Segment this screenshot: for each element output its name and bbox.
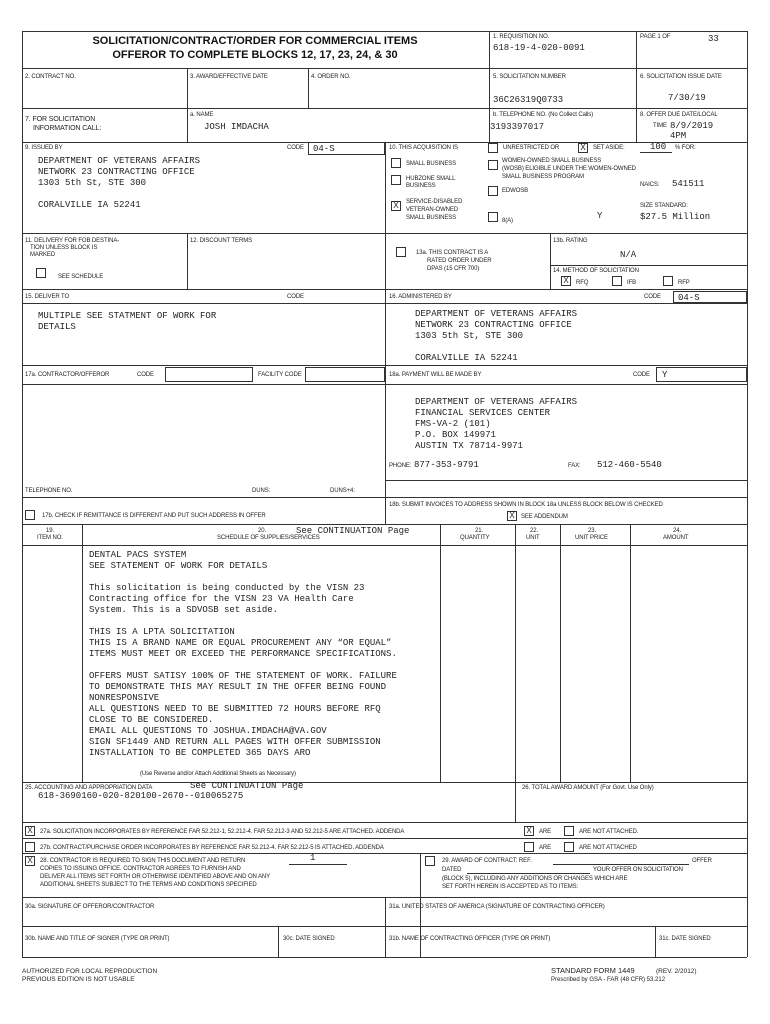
form-title-line1: SOLICITATION/CONTRACT/ORDER FOR COMMERCIAL ITEMS xyxy=(92,35,418,47)
payment-line: FINANCIAL SERVICES CENTER xyxy=(415,408,551,418)
offeror-signature-label: 30a. SIGNATURE OF OFFEROR/CONTRACTOR xyxy=(25,904,155,910)
col-amount-label: AMOUNT xyxy=(663,535,689,541)
naics-label: NAICS: xyxy=(640,182,660,188)
duns4-label: DUNS+4: xyxy=(330,488,355,494)
addenda-are-not-checkbox[interactable] xyxy=(564,826,574,836)
set-aside-percent[interactable]: 100 xyxy=(650,142,667,152)
schedule-line: TO DEMONSTRATE THIS MAY RESULT IN THE OFFER BEING FOUND xyxy=(89,682,387,692)
dated-label: DATED xyxy=(442,867,462,873)
discount-terms-label: 12. DISCOUNT TERMS xyxy=(190,238,252,244)
footer-revision: (REV. 2/2012) xyxy=(656,968,697,975)
see-schedule-label: SEE SCHEDULE xyxy=(58,274,104,280)
rule xyxy=(289,864,347,865)
payment-label: 18a. PAYMENT WILL BE MADE BY xyxy=(389,372,482,378)
footer-authorized: AUTHORIZED FOR LOCAL REPRODUCTION xyxy=(22,968,158,975)
schedule-line: DENTAL PACS SYSTEM xyxy=(89,550,187,560)
offeror-date-signed-label: 30c. DATE SIGNED xyxy=(283,936,335,942)
administered-by-code-box[interactable] xyxy=(673,291,747,303)
clause-27b-checkbox[interactable] xyxy=(25,842,35,852)
rule xyxy=(515,782,516,822)
accounting-continuation: See CONTINUATION Page xyxy=(190,781,304,791)
wosb-label: WOMEN-OWNED SMALL BUSINESS xyxy=(502,158,602,164)
facility-code-box[interactable] xyxy=(305,367,385,382)
duns-label: DUNS: xyxy=(252,488,271,494)
schedule-line: THIS IS A BRAND NAME OR EQUAL PROCUREMENT ANY “OR EQUAL” xyxy=(89,638,392,648)
rule xyxy=(636,31,637,108)
eight-a-checkbox[interactable] xyxy=(488,212,498,222)
schedule-description xyxy=(89,550,397,759)
info-call-label-1: 7. FOR SOLICITATION xyxy=(25,116,96,123)
schedule-line: NONRESPONSIVE xyxy=(89,693,160,703)
clause-27a-label: 27a. SOLICITATION INCORPORATES BY REFERENCE FAR 52.212-1, 52.212-4. FAR 52.212-3 AND 52.212-5 ARE ATTACHED. ADDENDA xyxy=(40,829,405,835)
schedule-line: THIS IS A LPTA SOLICITATION xyxy=(89,627,235,637)
administered-by-line: NETWORK 23 CONTRACTING OFFICE xyxy=(415,320,572,330)
issued-by-code-box[interactable] xyxy=(308,142,385,155)
footer-prescribed: Prescribed by GSA - FAR (48 CFR) 53.212 xyxy=(551,977,666,983)
rule xyxy=(747,31,748,957)
edwosb-label: EDWOSB xyxy=(502,188,529,194)
see-addendum-label: SEE ADDENDUM xyxy=(521,514,568,520)
payment-address xyxy=(415,397,577,452)
edwosb-checkbox[interactable] xyxy=(488,186,498,196)
solicitation-date-label: 6. SOLICITATION ISSUE DATE xyxy=(640,74,722,80)
deliver-to-label: 15. DELIVER TO xyxy=(25,294,70,300)
rule xyxy=(515,524,516,782)
solicitation-date-value[interactable]: 7/30/19 xyxy=(668,93,706,103)
rule xyxy=(440,524,441,782)
requisition-label: 1. REQUISITION NO. xyxy=(493,34,550,40)
method-label: 14. METHOD OF SOLICITATION xyxy=(553,268,639,274)
solicitation-number-label: 5. SOLICITATION NUMBER xyxy=(493,74,566,80)
footer-previous-edition: PREVIOUS EDITION IS NOT USABLE xyxy=(22,976,135,983)
administered-by-label: 16. ADMINISTERED BY xyxy=(389,294,452,300)
size-standard-label: SIZE STANDARD: xyxy=(640,203,688,209)
acquisition-label: 10. THIS ACQUISITION IS xyxy=(389,145,458,151)
issued-by-address xyxy=(38,156,200,211)
sign-required-label: ADDITIONAL SHEETS SUBJECT TO THE TERMS AND CONDITIONS SPECIFIED xyxy=(40,882,257,888)
ifb-label: IFB xyxy=(627,280,637,286)
rule xyxy=(22,782,747,783)
schedule-line: OFFERS MUST SATISY 100% OF THE STATEMENT OF WORK. FAILURE xyxy=(89,671,397,681)
payment-code-label: CODE xyxy=(633,372,650,378)
rule xyxy=(385,365,386,524)
schedule-line: This solicitation is being conducted by the VISN 23 xyxy=(89,583,365,593)
schedule-line: Contracting office for the VISN 23 VA Health Care xyxy=(89,594,354,604)
contracting-officer-name-label: 31b. NAME OF CONTRACTING OFFICER (TYPE OR PRINT) xyxy=(389,936,551,942)
telephone-no-label: TELEPHONE NO. xyxy=(25,488,73,494)
offer-due-label: 8. OFFER DUE DATE/LOCAL xyxy=(640,112,718,118)
rule xyxy=(308,68,309,108)
schedule-line: System. This is a SDVOSB set aside. xyxy=(89,605,279,615)
col-unit-price-label: UNIT PRICE xyxy=(575,535,608,541)
issued-by-code-label: CODE xyxy=(287,145,304,151)
payment-fax-label: FAX: xyxy=(568,463,581,469)
administered-by-code-value: 04-S xyxy=(678,293,700,303)
small-business-label: SMALL BUSINESS xyxy=(406,161,457,167)
rule xyxy=(553,864,689,865)
telephone-label: b. TELEPHONE NO. (No Collect Calls) xyxy=(493,112,594,118)
payment-fax-value[interactable]: 512-460-5540 xyxy=(597,460,662,470)
addenda-b-are-checkbox[interactable] xyxy=(524,842,534,852)
rated-order-label: RATED ORDER UNDER xyxy=(427,258,492,264)
rule xyxy=(467,873,590,874)
unrestricted-checkbox[interactable] xyxy=(488,143,498,153)
rfp-checkbox[interactable] xyxy=(663,276,673,286)
payment-phone-label: PHONE: xyxy=(389,463,412,469)
submit-invoices-label: 18b. SUBMIT INVOICES TO ADDRESS SHOWN IN BLOCK 18a UNLESS BLOCK BELOW IS CHECKED xyxy=(389,502,663,508)
footer-form-name: STANDARD FORM 1449 xyxy=(551,966,635,975)
order-no-label: 4. ORDER NO. xyxy=(311,74,351,80)
set-aside-checkbox[interactable]: X xyxy=(578,143,588,153)
rule xyxy=(278,926,279,957)
rating-value[interactable]: N/A xyxy=(620,250,637,260)
schedule-line: EMAIL ALL QUESTIONS TO JOSHUA.IMDACHA@VA.GOV xyxy=(89,726,327,736)
wosb-label: (WOSB) ELIGIBLE UNDER THE WOMEN-OWNED xyxy=(502,166,636,172)
sign-required-checkbox[interactable]: X xyxy=(25,856,35,866)
col-quantity-number: 21. xyxy=(475,528,484,534)
payment-code-value: Y xyxy=(662,370,668,380)
wosb-checkbox[interactable] xyxy=(488,160,498,170)
award-of-contract-checkbox[interactable] xyxy=(425,856,435,866)
rated-order-checkbox[interactable] xyxy=(396,247,406,257)
percent-for-label: % FOR: xyxy=(675,145,696,151)
clause-27b-label: 27b. CONTRACT/PURCHASE ORDER INCORPORATES BY REFERENCE FAR 52.212-4. FAR 52.212-5 IS ATTACHED. ADDENDA xyxy=(40,845,384,851)
sdvosb-label: VETERAN-OWNED xyxy=(406,207,459,213)
schedule-line: CLOSE TO BE CONSIDERED. xyxy=(89,715,214,725)
rule xyxy=(187,108,188,142)
rule xyxy=(385,289,386,365)
addenda-are-not-label: ARE NOT ATTACHED. xyxy=(579,829,639,835)
col-item-number: 19. xyxy=(46,528,55,534)
contractor-code-label: CODE xyxy=(137,372,154,378)
administered-by-address xyxy=(415,309,577,364)
size-standard-value[interactable]: $27.5 Million xyxy=(640,212,711,222)
eight-a-label: 8(A) xyxy=(502,218,513,224)
rule xyxy=(187,68,188,108)
hubzone-label: HUBZONE SMALL xyxy=(406,176,456,182)
schedule-continuation: See CONTINUATION Page xyxy=(296,526,410,536)
payment-phone-value[interactable]: 877-353-9791 xyxy=(414,460,479,470)
signer-name-label: 30b. NAME AND TITLE OF SIGNER (TYPE OR PRINT) xyxy=(25,936,170,942)
offer-due-time[interactable]: 4PM xyxy=(670,131,687,141)
award-of-contract-label: SET FORTH HEREIN IS ACCEPTED AS TO ITEMS: xyxy=(442,884,579,890)
officer-date-signed-label: 31c. DATE SIGNED xyxy=(659,936,711,942)
rated-order-label: 13a. THIS CONTRACT IS A xyxy=(416,250,489,256)
rule xyxy=(385,897,386,957)
col-amount-number: 24. xyxy=(673,528,682,534)
page-label: PAGE 1 OF xyxy=(640,34,671,40)
solicitation-number-value[interactable]: 36C26319Q0733 xyxy=(493,95,564,105)
reverse-sheets-note: (Use Reverse and/or Attach Additional Sheets as Necessary) xyxy=(140,771,296,777)
rule xyxy=(22,497,747,498)
rule xyxy=(640,152,672,153)
facility-code-label: FACILITY CODE xyxy=(258,372,302,378)
see-addendum-checkbox[interactable]: X xyxy=(507,511,517,521)
schedule-line: SIGN SF1449 AND RETURN ALL PAGES WITH OFFER SUBMISSION xyxy=(89,737,381,747)
offer-due-date[interactable]: 8/9/2019 xyxy=(670,121,714,131)
rfq-checkbox[interactable]: X xyxy=(561,276,571,286)
award-of-contract-label: 29. AWARD OF CONTRACT: REF. xyxy=(442,858,532,864)
rule xyxy=(560,524,561,782)
rule xyxy=(385,142,386,233)
rule xyxy=(22,384,747,385)
clause-27a-checkbox[interactable]: X xyxy=(25,826,35,836)
schedule-line: SEE STATEMENT OF WORK FOR DETAILS xyxy=(89,561,268,571)
delivery-fob-label: 11. DELIVERY FOR FOB DESTINA- xyxy=(25,238,120,244)
sdvosb-checkbox[interactable]: X xyxy=(391,201,401,211)
schedule-line: INSTALLATION TO BE COMPLETED 365 DAYS ARO xyxy=(89,748,311,758)
payment-line: P.O. BOX 149971 xyxy=(415,430,497,440)
issued-by-line: DEPARTMENT OF VETERANS AFFAIRS xyxy=(38,156,201,166)
rule xyxy=(22,822,747,823)
info-call-label-2: INFORMATION CALL: xyxy=(33,125,102,132)
sign-required-label: DELIVER ALL ITEMS SET FORTH OR OTHERWISE IDENTIFIED ABOVE AND ON ANY xyxy=(40,874,271,880)
total-award-label: 26. TOTAL AWARD AMOUNT (For Govt. Use Only) xyxy=(522,785,654,791)
col-unit-number: 22. xyxy=(530,528,539,534)
administered-by-line: 1303 5th St, STE 300 xyxy=(415,331,524,341)
rfp-label: RFP xyxy=(678,280,690,286)
issued-by-line: CORALVILLE IA 52241 xyxy=(38,200,141,210)
copies-value[interactable]: 1 xyxy=(310,853,316,863)
rated-order-label: DPAS (15 CFR 700) xyxy=(427,266,480,272)
issued-by-code-value: 04-S xyxy=(313,144,335,154)
administered-by-code-label: CODE xyxy=(644,294,661,300)
rule xyxy=(22,31,747,32)
schedule-line: ITEMS MUST MEET OR EXCEED THE PERFORMANCE SPECIFICATIONS. xyxy=(89,649,397,659)
rating-label: 13b. RATING xyxy=(553,238,588,244)
award-of-contract-label: (BLOCK 5), INCLUDING ANY ADDITIONS OR CHANGES WHICH ARE xyxy=(442,876,628,882)
deliver-to-line: DETAILS xyxy=(38,322,76,332)
deliver-to-line: MULTIPLE SEE STATMENT OF WORK FOR xyxy=(38,311,217,321)
rule xyxy=(22,545,747,546)
col-schedule-number: 20. xyxy=(258,528,267,534)
col-unit-label: UNIT xyxy=(526,535,540,541)
time-label: TIME xyxy=(653,123,667,129)
col-unit-price-number: 23. xyxy=(588,528,597,534)
set-aside-label: SET ASIDE: xyxy=(593,145,625,151)
col-item-label: ITEM NO. xyxy=(37,535,63,541)
delivery-fob-label: MARKED xyxy=(30,252,56,258)
administered-by-line: DEPARTMENT OF VETERANS AFFAIRS xyxy=(415,309,578,319)
name-label: a. NAME xyxy=(190,112,214,118)
rule xyxy=(187,233,188,289)
rule xyxy=(22,957,747,958)
deliver-to-text xyxy=(38,311,216,333)
addenda-b-are-not-checkbox[interactable] xyxy=(564,842,574,852)
small-business-checkbox[interactable] xyxy=(391,158,401,168)
form-title-line2: OFFEROR TO COMPLETE BLOCKS 12, 17, 23, 24, & 30 xyxy=(112,49,398,61)
award-date-label: 3. AWARD/EFFECTIVE DATE xyxy=(190,74,268,80)
rule xyxy=(655,926,656,957)
contractor-label: 17a. CONTRACTOR/OFFEROR xyxy=(25,372,110,378)
rfq-label: RFQ xyxy=(576,280,589,286)
requisition-value[interactable]: 618-19-4-020-0091 xyxy=(493,43,585,53)
sdvosb-label: SMALL BUSINESS xyxy=(406,215,457,221)
addenda-are-checkbox[interactable]: X xyxy=(524,826,534,836)
rule xyxy=(22,108,747,109)
contracting-officer-signature-label: 31a. UNITED STATES OF AMERICA (SIGNATURE OF CONTRACTING OFFICER) xyxy=(389,904,605,910)
payment-line: DEPARTMENT OF VETERANS AFFAIRS xyxy=(415,397,578,407)
name-value[interactable]: JOSH IMDACHA xyxy=(204,122,269,132)
remittance-checkbox[interactable] xyxy=(25,510,35,520)
rule xyxy=(22,838,747,839)
naics-value[interactable]: 541511 xyxy=(672,179,705,189)
wosb-label: SMALL BUSINESS PROGRAM xyxy=(502,174,584,180)
schedule-line: ALL QUESTIONS NEED TO BE SUBMITTED 72 HOURS BEFORE RFQ xyxy=(89,704,381,714)
page-total: 33 xyxy=(708,34,719,44)
rule xyxy=(385,233,386,289)
addenda-b-are-label: ARE xyxy=(539,845,552,851)
rule xyxy=(22,303,747,304)
sign-required-label: COPIES TO ISSUING OFFICE. CONTRACTOR AGREES TO FURNISH AND xyxy=(40,866,241,872)
rule xyxy=(550,233,551,289)
administered-by-line: CORALVILLE IA 52241 xyxy=(415,353,518,363)
rule xyxy=(22,68,747,69)
sign-required-label: 28. CONTRACTOR IS REQUIRED TO SIGN THIS DOCUMENT AND RETURN xyxy=(40,858,246,864)
rule xyxy=(22,524,747,525)
issued-by-line: NETWORK 23 CONTRACTING OFFICE xyxy=(38,167,195,177)
delivery-fob-label: TION UNLESS BLOCK IS xyxy=(30,245,98,251)
issued-by-line: 1303 5th St, STE 300 xyxy=(38,178,147,188)
your-offer-label: YOUR OFFER ON SOLICITATION xyxy=(593,867,683,873)
offer-label: OFFER xyxy=(692,858,712,864)
y-mark: Y xyxy=(597,211,603,221)
contractor-code-box[interactable] xyxy=(165,367,253,382)
contract-no-label: 2. CONTRACT NO. xyxy=(25,74,76,80)
rule xyxy=(82,524,83,782)
rule xyxy=(385,480,747,481)
telephone-value[interactable]: 3193397017 xyxy=(490,122,545,132)
addenda-are-label: ARE xyxy=(539,829,552,835)
payment-line: AUSTIN TX 78714-9971 xyxy=(415,441,524,451)
rule xyxy=(550,265,747,266)
sdvosb-label: SERVICE-DISABLED xyxy=(406,199,463,205)
col-schedule-label: SCHEDULE OF SUPPLIES/SERVICES xyxy=(217,535,320,541)
payment-code-box[interactable] xyxy=(656,367,747,382)
ifb-checkbox[interactable] xyxy=(612,276,622,286)
rule xyxy=(489,31,490,108)
col-quantity-label: QUANTITY xyxy=(460,535,490,541)
rule xyxy=(630,524,631,782)
accounting-label: 25. ACCOUNTING AND APPROPRIATION DATA xyxy=(25,785,153,791)
addenda-b-are-not-label: ARE NOT ATTACHED xyxy=(579,845,637,851)
issued-by-label: 9. ISSUED BY xyxy=(25,145,63,151)
see-schedule-checkbox[interactable] xyxy=(36,268,46,278)
rule xyxy=(22,31,23,957)
hubzone-label: BUSINESS xyxy=(406,183,436,189)
rule xyxy=(636,108,637,142)
payment-line: FMS-VA-2 (101) xyxy=(415,419,491,429)
unrestricted-label: UNRESTRICTED OR xyxy=(503,145,560,151)
rule xyxy=(22,853,747,854)
deliver-to-code-label: CODE xyxy=(287,294,304,300)
remittance-label: 17b. CHECK IF REMITTANCE IS DIFFERENT AND PUT SUCH ADDRESS IN OFFER xyxy=(42,513,266,519)
accounting-value[interactable]: 618-3690160-020-820100-2670--010065275 xyxy=(38,791,244,801)
hubzone-checkbox[interactable] xyxy=(391,175,401,185)
